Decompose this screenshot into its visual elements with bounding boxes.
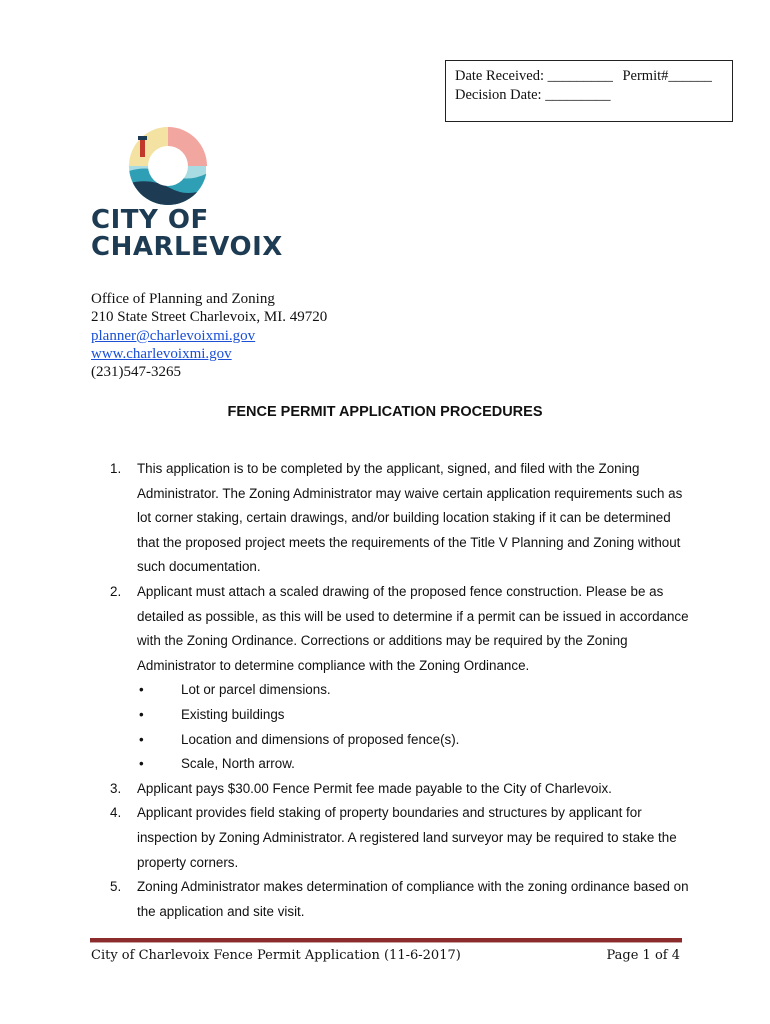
- step-text: Applicant pays $30.00 Fence Permit fee made payable to the City of Charlevoix.: [137, 780, 612, 796]
- bullet-icon: •: [139, 756, 144, 772]
- step-number: 1.: [110, 461, 122, 476]
- step-number: 5.: [110, 879, 122, 895]
- procedure-step: [110, 457, 690, 580]
- step-number: 2.: [110, 583, 122, 599]
- date-received-line: [455, 67, 723, 86]
- list-item: • Existing buildings: [137, 703, 690, 728]
- step-number: 3.: [110, 780, 122, 796]
- list-item: • Scale, North arrow.: [137, 752, 690, 777]
- list-item: • Lot or parcel dimensions.: [137, 678, 690, 703]
- procedure-step: [110, 777, 690, 802]
- footer-page-number: Page 1 of 4: [606, 948, 680, 963]
- bullet-icon: •: [139, 731, 144, 747]
- permit-number-field: Permit#______: [622, 68, 712, 84]
- date-received-field: Date Received: _________: [455, 68, 613, 84]
- footer-divider: [90, 938, 682, 943]
- step-text: Applicant must attach a scaled drawing of the proposed fence construction. Please be as detailed as possible, as this will be used to determine if a permit can be issued in accordance with the Zoning Ordinance. Corrections or additions may be required by the Zoning Administrator to determine compliance with the Zoning Ordinance.: [137, 583, 689, 673]
- office-address: 210 State Street Charlevoix, MI. 49720: [91, 309, 328, 326]
- bullet-icon: •: [139, 682, 144, 698]
- logo-text-charlevoix: CHARLEVOIX: [91, 232, 283, 262]
- procedures-list: [110, 457, 690, 924]
- step-text: Applicant provides field staking of property boundaries and structures by applicant for inspection by Zoning Administrator. A registered land surveyor may be required to stake the property corners.: [137, 805, 677, 870]
- website-link[interactable]: www.charlevoixmi.gov: [91, 345, 232, 362]
- email-link[interactable]: planner@charlevoixmi.gov: [91, 327, 256, 344]
- office-use-box: [445, 60, 733, 122]
- logo-text-city-of: CITY OF: [91, 205, 209, 235]
- step-text: This application is to be completed by the applicant, signed, and filed with the Zoning Administrator. The Zoning Administrator may waive certain application requirements such as lot corner staking, certain drawings, and/or building location staking if it can be determined that the proposed project meets the requirements of the Title V Planning and Zoning without such documentation.: [137, 461, 683, 575]
- office-name: Office of Planning and Zoning: [91, 291, 275, 307]
- list-item: • Location and dimensions of proposed fence(s).: [137, 728, 690, 753]
- contact-block: [91, 290, 327, 381]
- procedure-step: [110, 801, 690, 875]
- footer-document-name: City of Charlevoix Fence Permit Application (11-6-2017): [91, 948, 461, 963]
- procedure-step: [110, 875, 690, 924]
- step-number: 4.: [110, 805, 122, 821]
- procedure-step: [110, 580, 690, 777]
- decision-date-field: Decision Date: _________: [455, 87, 611, 103]
- document-title: FENCE PERMIT APPLICATION PROCEDURES: [227, 404, 543, 420]
- drawing-requirements-list: [137, 678, 690, 776]
- bullet-icon: •: [139, 706, 144, 722]
- step-text: Zoning Administrator makes determination of compliance with the zoning ordinance based on the application and site visit.: [137, 879, 689, 919]
- phone-number: (231)547-3265: [91, 364, 181, 381]
